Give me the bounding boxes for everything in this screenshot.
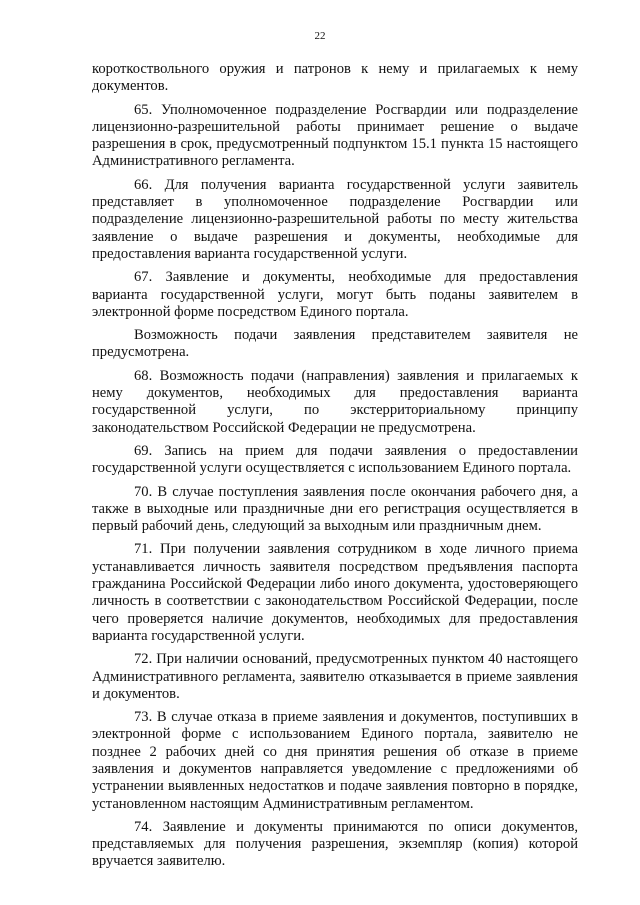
paragraph-69: 69. Запись на прием для подачи заявления о предоставлении государственной услуги осуществляется с использованием Единого портала.: [92, 442, 578, 477]
paragraph-74: 74. Заявление и документы принимаются по описи документов, представляемых для получения разрешения, экземпляр (копия) которой вручается заявителю.: [92, 818, 578, 870]
paragraph-68: 68. Возможность подачи (направления) заявления и прилагаемых к нему документов, необходимых для предоставления варианта государственной услуги, по экстерриториальному принципу законодательством Российской Федерации не предусмотрена.: [92, 367, 578, 436]
paragraph-73: 73. В случае отказа в приеме заявления и документов, поступивших в электронной форме с использованием Единого портала, заявителю не позднее 2 рабочих дней со дня принятия решения об отказе в приеме заявления и документов направляется уведомление с предложениями об устранении выявленных недостатков и подаче заявления повторно в порядке, установленном настоящим Административным регламентом.: [92, 709, 578, 812]
page-number: 22: [314, 30, 326, 42]
paragraph-65: 65. Уполномоченное подразделение Росгвардии или подразделение лицензионно-разрешительной работы принимает решение о выдаче разрешения в срок, предусмотренный подпунктом 15.1 пункта 15 настоящего Административного регламента.: [92, 101, 578, 170]
paragraph-continuation: короткоствольного оружия и патронов к нему и прилагаемых к нему документов.: [92, 61, 578, 95]
paragraph-67: 67. Заявление и документы, необходимые для предоставления варианта государственной услуги, могут быть поданы заявителем в электронной форме посредством Единого портала.: [92, 269, 578, 320]
paragraph-66: 66. Для получения варианта государственной услуги заявитель представляет в уполномоченное подразделение Росгвардии или подразделение лицензионно-разрешительной работы по месту жительства заявление о выдаче разрешения и документы, необходимые для предоставления варианта государственной услуги.: [92, 176, 578, 262]
document-body: [92, 61, 578, 871]
paragraph-72: 72. При наличии оснований, предусмотренных пунктом 40 настоящего Административного регламента, заявителю отказывается в приеме заявления и документов.: [92, 651, 578, 702]
paragraph-67-note: Возможность подачи заявления представителем заявителя не предусмотрена.: [92, 327, 578, 361]
paragraph-70: 70. В случае поступления заявления после окончания рабочего дня, а также в выходные или праздничные дни его регистрация осуществляется в первый рабочий день, следующий за выходным или праздничным днем.: [92, 483, 578, 535]
paragraph-71: 71. При получении заявления сотрудником в ходе личного приема устанавливается личность заявителя посредством предъявления паспорта гражданина Российской Федерации либо иного документа, удостоверяющего личность в соответствии с законодательством Российской Федерации, после чего проверяется наличие документов, необходимых для предоставления варианта государственной услуги.: [92, 541, 578, 644]
